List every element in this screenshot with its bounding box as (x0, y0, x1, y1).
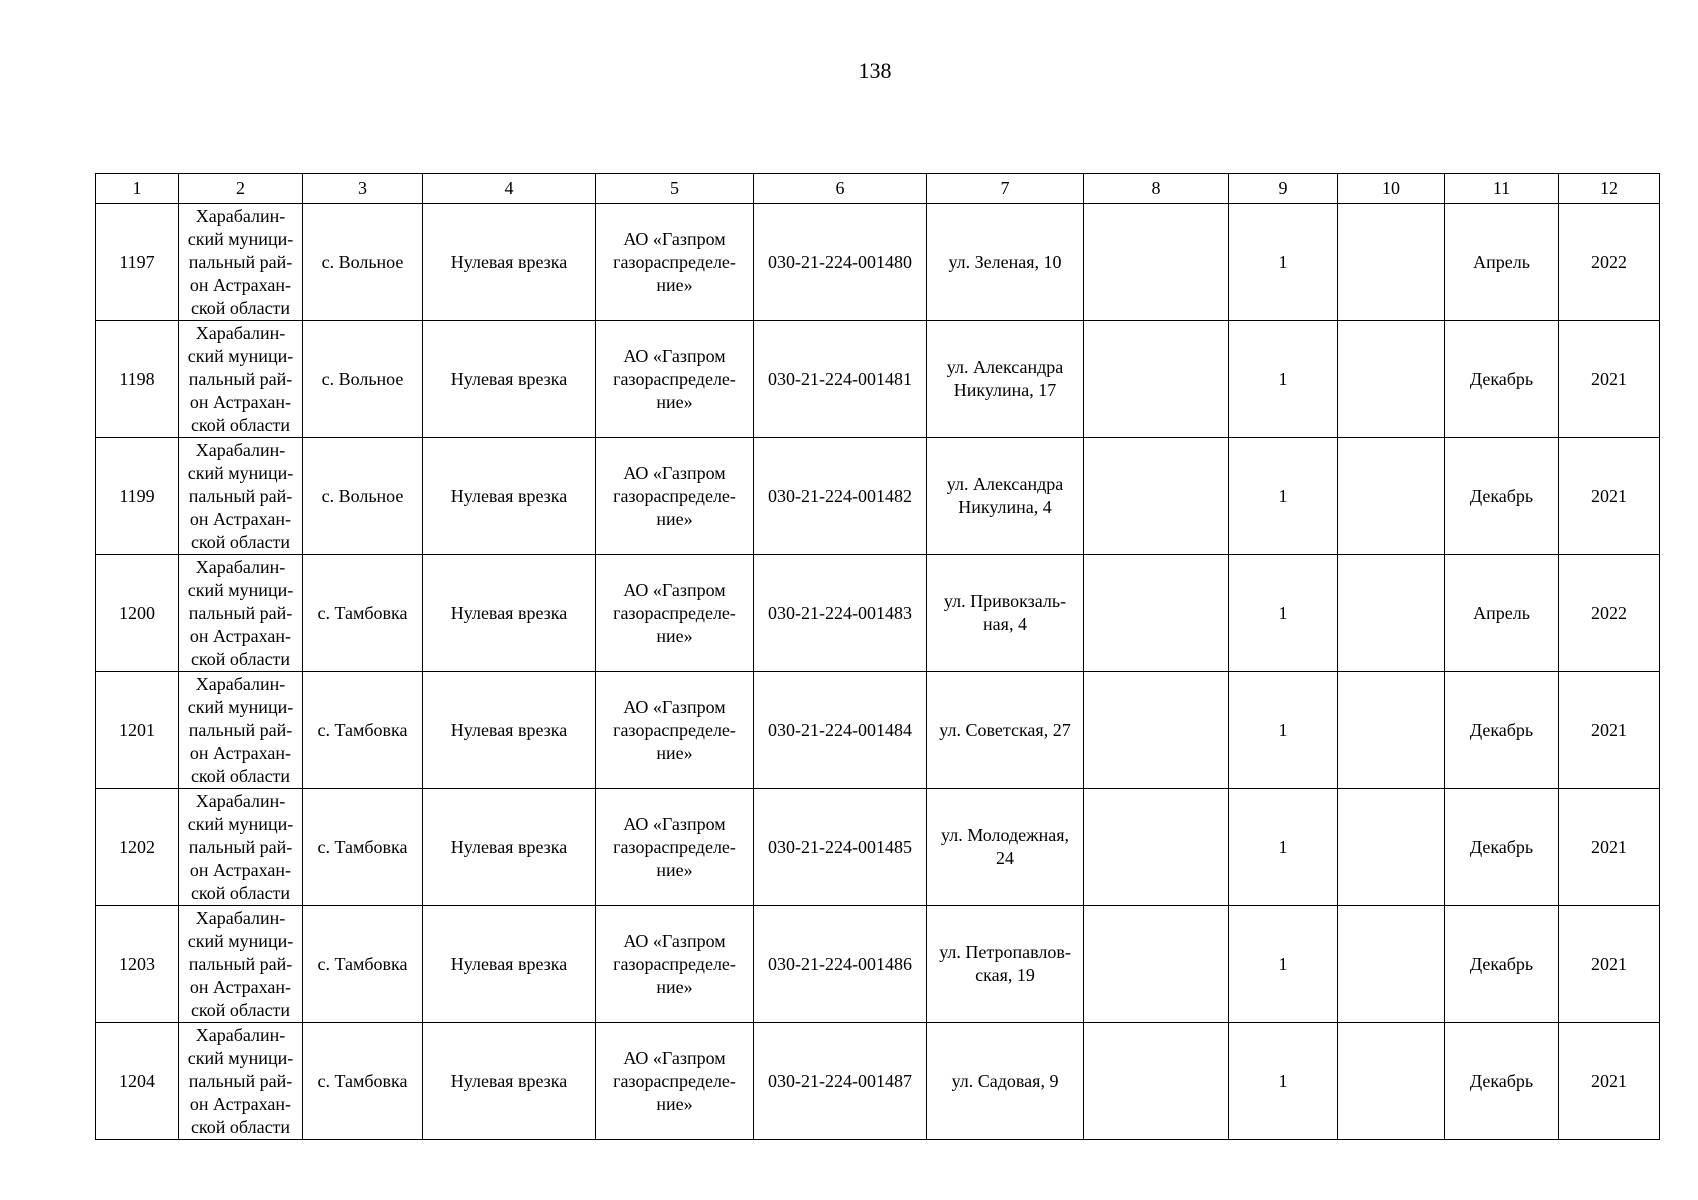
district-cell-line: ской области (190, 882, 291, 903)
count-cell: 1 (1229, 438, 1338, 555)
organization-cell (596, 906, 754, 1023)
district-cell-line: Харабалин- (195, 1024, 286, 1045)
table-row (96, 438, 1660, 555)
month-cell: Декабрь (1445, 906, 1559, 1023)
district-cell-line: он Астрахан- (189, 1093, 292, 1114)
organization-cell (596, 1023, 754, 1140)
organization-cell-line: АО «Газпром (623, 1047, 726, 1068)
address-cell-line: ул. Александра (946, 357, 1064, 377)
count-cell: 1 (1229, 204, 1338, 321)
district-cell (179, 204, 303, 321)
column-header-5: 5 (596, 174, 754, 204)
column-8-cell (1084, 555, 1229, 672)
address-cell-line: ул. Привокзаль- (943, 591, 1067, 611)
year-cell: 2022 (1559, 555, 1660, 672)
month-cell: Апрель (1445, 555, 1559, 672)
address-cell (927, 1023, 1084, 1140)
district-cell (179, 672, 303, 789)
table-row (96, 204, 1660, 321)
settlement-cell: с. Вольное (303, 438, 423, 555)
district-cell-line: ской области (190, 531, 291, 552)
district-cell-line: он Астрахан- (189, 508, 292, 529)
column-8-cell (1084, 1023, 1229, 1140)
count-cell: 1 (1229, 789, 1338, 906)
organization-cell-line: газораспределе- (613, 485, 736, 506)
organization-cell-line: газораспределе- (613, 953, 736, 974)
address-cell-line: ная, 4 (983, 614, 1027, 634)
year-cell: 2021 (1559, 906, 1660, 1023)
table-row (96, 555, 1660, 672)
organization-cell-line: ние» (656, 742, 693, 763)
year-cell: 2021 (1559, 672, 1660, 789)
table-body (96, 174, 1660, 1140)
year-cell: 2021 (1559, 438, 1660, 555)
organization-cell-line: газораспределе- (613, 719, 736, 740)
page-number: 138 (858, 58, 892, 83)
district-cell-line: Харабалин- (195, 556, 286, 577)
settlement-cell: с. Вольное (303, 204, 423, 321)
month-cell: Декабрь (1445, 438, 1559, 555)
work-type-cell: Нулевая врезка (423, 321, 596, 438)
column-header-1: 1 (96, 174, 179, 204)
address-cell-line: ская, 19 (975, 965, 1035, 985)
column-8-cell (1084, 204, 1229, 321)
row-number: 1203 (96, 906, 179, 1023)
year-cell: 2021 (1559, 1023, 1660, 1140)
object-code-cell: 030-21-224-001481 (754, 321, 927, 438)
district-cell (179, 906, 303, 1023)
row-number: 1204 (96, 1023, 179, 1140)
district-cell-line: ской области (190, 297, 291, 318)
count-cell: 1 (1229, 555, 1338, 672)
district-cell (179, 1023, 303, 1140)
organization-cell-line: ние» (656, 391, 693, 412)
organization-cell (596, 204, 754, 321)
address-cell (927, 789, 1084, 906)
district-cell-line: он Астрахан- (189, 742, 292, 763)
row-number: 1197 (96, 204, 179, 321)
organization-cell-line: АО «Газпром (623, 228, 726, 249)
month-cell: Декабрь (1445, 789, 1559, 906)
object-code-cell: 030-21-224-001483 (754, 555, 927, 672)
address-cell-line: Никулина, 4 (958, 497, 1052, 517)
district-cell-line: он Астрахан- (189, 274, 292, 295)
address-cell-line: ул. Александра (946, 474, 1064, 494)
column-8-cell (1084, 672, 1229, 789)
row-number: 1198 (96, 321, 179, 438)
district-cell-line: ской области (190, 765, 291, 786)
address-cell (927, 555, 1084, 672)
district-cell-line: ский муници- (187, 579, 294, 600)
column-10-cell (1338, 438, 1445, 555)
column-10-cell (1338, 321, 1445, 438)
organization-cell (596, 555, 754, 672)
district-cell-line: ской области (190, 1116, 291, 1137)
organization-cell-line: газораспределе- (613, 1070, 736, 1091)
district-cell-line: пальный рай- (188, 719, 293, 740)
table-row (96, 672, 1660, 789)
organization-cell (596, 438, 754, 555)
work-type-cell: Нулевая врезка (423, 204, 596, 321)
address-cell (927, 438, 1084, 555)
district-cell-line: ский муници- (187, 930, 294, 951)
count-cell: 1 (1229, 1023, 1338, 1140)
organization-cell-line: газораспределе- (613, 251, 736, 272)
column-8-cell (1084, 438, 1229, 555)
column-10-cell (1338, 204, 1445, 321)
settlement-cell: с. Тамбовка (303, 1023, 423, 1140)
organization-cell-line: ние» (656, 859, 693, 880)
organization-cell-line: АО «Газпром (623, 930, 726, 951)
column-header-10: 10 (1338, 174, 1445, 204)
column-10-cell (1338, 1023, 1445, 1140)
address-cell (927, 672, 1084, 789)
table-row (96, 1023, 1660, 1140)
organization-cell-line: ние» (656, 1093, 693, 1114)
object-code-cell: 030-21-224-001487 (754, 1023, 927, 1140)
district-cell-line: пальный рай- (188, 368, 293, 389)
organization-cell-line: АО «Газпром (623, 579, 726, 600)
organization-cell-line: АО «Газпром (623, 696, 726, 717)
address-cell-line: ул. Садовая, 9 (951, 1070, 1059, 1091)
work-type-cell: Нулевая врезка (423, 555, 596, 672)
settlement-cell: с. Тамбовка (303, 789, 423, 906)
address-cell (927, 321, 1084, 438)
address-cell-line: ул. Молодежная, (941, 825, 1069, 845)
district-cell-line: он Астрахан- (189, 625, 292, 646)
address-cell-line: ул. Зеленая, 10 (948, 251, 1062, 272)
organization-cell-line: ние» (656, 274, 693, 295)
work-type-cell: Нулевая врезка (423, 438, 596, 555)
organization-cell-line: газораспределе- (613, 368, 736, 389)
organization-cell-line: газораспределе- (613, 602, 736, 623)
work-type-cell: Нулевая врезка (423, 1023, 596, 1140)
address-cell (927, 204, 1084, 321)
count-cell: 1 (1229, 321, 1338, 438)
object-code-cell: 030-21-224-001480 (754, 204, 927, 321)
district-cell-line: ский муници- (187, 228, 294, 249)
month-cell: Апрель (1445, 204, 1559, 321)
district-cell-line: Харабалин- (195, 907, 286, 928)
organization-cell-line: ние» (656, 976, 693, 997)
district-cell (179, 789, 303, 906)
district-cell-line: Харабалин- (195, 790, 286, 811)
district-cell-line: Харабалин- (195, 322, 286, 343)
month-cell: Декабрь (1445, 321, 1559, 438)
address-cell-line: ул. Петропавлов- (939, 942, 1071, 962)
district-cell (179, 438, 303, 555)
row-number: 1201 (96, 672, 179, 789)
settlement-cell: с. Тамбовка (303, 672, 423, 789)
address-cell-line: ул. Советская, 27 (939, 719, 1071, 740)
district-cell-line: пальный рай- (188, 953, 293, 974)
district-cell-line: ский муници- (187, 1047, 294, 1068)
column-8-cell (1084, 321, 1229, 438)
table-row (96, 789, 1660, 906)
work-type-cell: Нулевая врезка (423, 672, 596, 789)
row-number: 1202 (96, 789, 179, 906)
district-cell-line: ский муници- (187, 696, 294, 717)
column-10-cell (1338, 906, 1445, 1023)
year-cell: 2021 (1559, 789, 1660, 906)
work-type-cell: Нулевая врезка (423, 906, 596, 1023)
count-cell: 1 (1229, 672, 1338, 789)
organization-cell-line: ние» (656, 625, 693, 646)
organization-cell-line: АО «Газпром (623, 813, 726, 834)
district-cell-line: ский муници- (187, 813, 294, 834)
district-cell-line: Харабалин- (195, 673, 286, 694)
district-cell-line: ской области (190, 999, 291, 1020)
district-cell-line: ский муници- (187, 345, 294, 366)
column-header-4: 4 (423, 174, 596, 204)
registry-table (95, 173, 1660, 1140)
organization-cell-line: ние» (656, 508, 693, 529)
organization-cell (596, 672, 754, 789)
table-row (96, 906, 1660, 1023)
district-cell-line: пальный рай- (188, 602, 293, 623)
column-header-7: 7 (927, 174, 1084, 204)
column-header-8: 8 (1084, 174, 1229, 204)
count-cell: 1 (1229, 906, 1338, 1023)
district-cell-line: пальный рай- (188, 1070, 293, 1091)
object-code-cell: 030-21-224-001484 (754, 672, 927, 789)
month-cell: Декабрь (1445, 1023, 1559, 1140)
district-cell-line: он Астрахан- (189, 391, 292, 412)
organization-cell-line: газораспределе- (613, 836, 736, 857)
settlement-cell: с. Вольное (303, 321, 423, 438)
column-header-9: 9 (1229, 174, 1338, 204)
district-cell-line: ской области (190, 414, 291, 435)
organization-cell (596, 321, 754, 438)
column-8-cell (1084, 789, 1229, 906)
table-row (96, 321, 1660, 438)
district-cell-line: Харабалин- (195, 205, 286, 226)
address-cell-line: Никулина, 17 (953, 380, 1057, 400)
district-cell-line: Харабалин- (195, 439, 286, 460)
settlement-cell: с. Тамбовка (303, 906, 423, 1023)
column-header-12: 12 (1559, 174, 1660, 204)
column-8-cell (1084, 906, 1229, 1023)
column-header-6: 6 (754, 174, 927, 204)
year-cell: 2022 (1559, 204, 1660, 321)
district-cell-line: пальный рай- (188, 485, 293, 506)
organization-cell-line: АО «Газпром (623, 462, 726, 483)
district-cell (179, 555, 303, 672)
column-header-2: 2 (179, 174, 303, 204)
district-cell-line: он Астрахан- (189, 859, 292, 880)
row-number: 1200 (96, 555, 179, 672)
column-10-cell (1338, 672, 1445, 789)
district-cell-line: пальный рай- (188, 836, 293, 857)
organization-cell-line: АО «Газпром (623, 345, 726, 366)
column-10-cell (1338, 555, 1445, 672)
column-header-11: 11 (1445, 174, 1559, 204)
object-code-cell: 030-21-224-001486 (754, 906, 927, 1023)
column-10-cell (1338, 789, 1445, 906)
work-type-cell: Нулевая врезка (423, 789, 596, 906)
column-header-3: 3 (303, 174, 423, 204)
organization-cell (596, 789, 754, 906)
district-cell (179, 321, 303, 438)
object-code-cell: 030-21-224-001485 (754, 789, 927, 906)
district-cell-line: пальный рай- (188, 251, 293, 272)
month-cell: Декабрь (1445, 672, 1559, 789)
object-code-cell: 030-21-224-001482 (754, 438, 927, 555)
year-cell: 2021 (1559, 321, 1660, 438)
district-cell-line: ский муници- (187, 462, 294, 483)
settlement-cell: с. Тамбовка (303, 555, 423, 672)
district-cell-line: ской области (190, 648, 291, 669)
district-cell-line: он Астрахан- (189, 976, 292, 997)
table-header-row (96, 174, 1660, 204)
row-number: 1199 (96, 438, 179, 555)
address-cell-line: 24 (996, 848, 1014, 868)
address-cell (927, 906, 1084, 1023)
